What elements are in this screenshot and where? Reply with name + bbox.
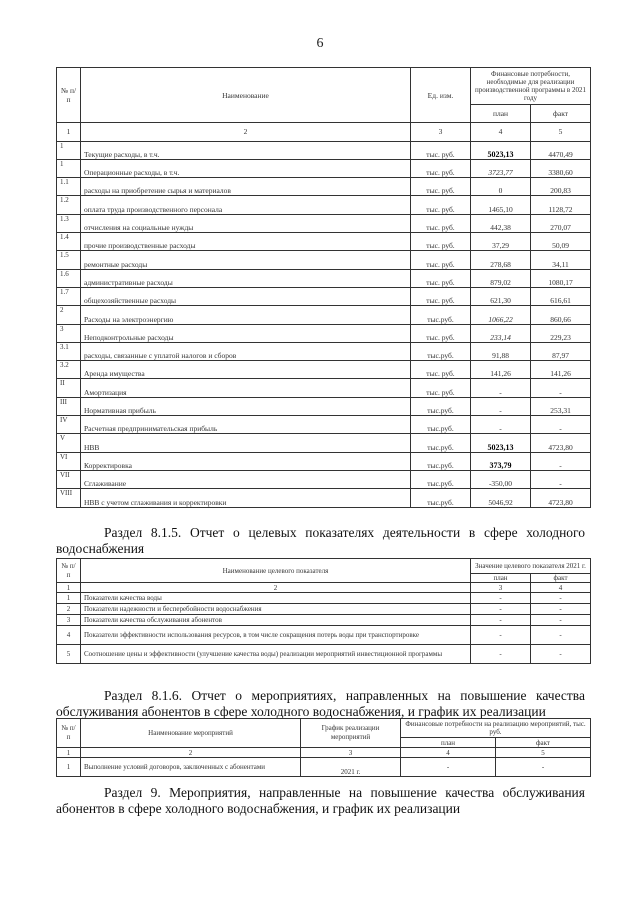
table-cell: Неподконтрольные расходы — [81, 324, 411, 342]
table-cell: - — [471, 379, 531, 397]
colnum: 5 — [496, 748, 591, 758]
measures-table-body — [57, 758, 591, 777]
table-row — [57, 269, 591, 287]
table-cell: VI — [57, 452, 81, 470]
table-cell: 4723,80 — [531, 434, 591, 452]
table-cell: Текущие расходы, в т.ч. — [81, 141, 411, 159]
table-cell: - — [496, 758, 591, 777]
table-cell: 2 — [57, 306, 81, 324]
table-cell: прочие производственные расходы — [81, 233, 411, 251]
table-cell: 1 — [57, 593, 81, 604]
table-cell: тыс. руб. — [411, 233, 471, 251]
table-cell: - — [531, 645, 591, 664]
section-9-heading: Раздел 9. Мероприятия, направленные на повышение качества обслуживания абонентов в сфере холодного водоснабжения, и график их реализации — [56, 785, 585, 816]
table-cell: 3 — [57, 615, 81, 626]
table-row — [57, 342, 591, 360]
table-cell: Операционные расходы, в т.ч. — [81, 159, 411, 177]
table-cell: 1128,72 — [531, 196, 591, 214]
table-cell: 229,23 — [531, 324, 591, 342]
table-cell: 1465,10 — [471, 196, 531, 214]
table-cell: 621,30 — [471, 287, 531, 305]
table-cell: VII — [57, 470, 81, 488]
table-cell: - — [531, 379, 591, 397]
table-cell: тыс. руб. — [411, 214, 471, 232]
table-cell: 50,09 — [531, 233, 591, 251]
table-cell: тыс. руб. — [411, 159, 471, 177]
table-header-row — [57, 559, 591, 574]
table-cell: общехозяйственные расходы — [81, 287, 411, 305]
table-cell: тыс.руб. — [411, 397, 471, 415]
header-fact: факт — [531, 105, 591, 123]
table-cell: - — [471, 397, 531, 415]
table-row — [57, 233, 591, 251]
table-cell: тыс.руб. — [411, 416, 471, 434]
table-cell: 860,66 — [531, 306, 591, 324]
table-cell: тыс. руб. — [411, 379, 471, 397]
table-cell: - — [531, 615, 591, 626]
table-cell: 1.2 — [57, 196, 81, 214]
table-row — [57, 196, 591, 214]
table-cell: тыс. руб. — [411, 251, 471, 269]
table-cell: 1 — [57, 758, 81, 777]
table-cell: -350,00 — [471, 470, 531, 488]
table-cell: Показатели надежности и бесперебойности водоснабжения — [81, 604, 471, 615]
table-cell: тыс.руб. — [411, 342, 471, 360]
table-cell: отчисления на социальные нужды — [81, 214, 411, 232]
table-row — [57, 593, 591, 604]
header-num: № п/п — [57, 559, 81, 583]
table-cell: 5023,13 — [471, 434, 531, 452]
table-cell: - — [471, 416, 531, 434]
table-cell: 91,88 — [471, 342, 531, 360]
table-cell: 141,26 — [531, 361, 591, 379]
table-cell: 442,38 — [471, 214, 531, 232]
table-row — [57, 324, 591, 342]
table-cell: - — [531, 470, 591, 488]
column-number-row — [57, 583, 591, 593]
table-cell: расходы на приобретение сырья и материалов — [81, 178, 411, 196]
table-cell: - — [531, 416, 591, 434]
table-row — [57, 306, 591, 324]
table-cell: - — [531, 626, 591, 645]
table-cell: 3723,77 — [471, 159, 531, 177]
table-cell: 1.6 — [57, 269, 81, 287]
section-8-1-5-heading: Раздел 8.1.5. Отчет о целевых показателях деятельности в сфере холодного водоснабжения — [56, 525, 585, 556]
table-cell: 1080,17 — [531, 269, 591, 287]
table-cell: 616,61 — [531, 287, 591, 305]
table-cell: тыс. руб. — [411, 178, 471, 196]
table-cell: - — [531, 452, 591, 470]
table-cell: ремонтные расходы — [81, 251, 411, 269]
table-cell: тыс.руб. — [411, 434, 471, 452]
section-8-1-6-heading: Раздел 8.1.6. Отчет о мероприятиях, направленных на повышение качества обслуживания абонентов в сфере холодного водоснабжения, и график их реализации — [56, 688, 585, 719]
table-cell: II — [57, 379, 81, 397]
colnum: 2 — [81, 748, 301, 758]
table-cell: НВВ — [81, 434, 411, 452]
table-cell: Аренда имущества — [81, 361, 411, 379]
table-cell: - — [531, 604, 591, 615]
table-cell: 233,14 — [471, 324, 531, 342]
table-cell: - — [401, 758, 496, 777]
table-cell: 1.5 — [57, 251, 81, 269]
table-cell: тыс. руб. — [411, 196, 471, 214]
table-cell: 5023,13 — [471, 141, 531, 159]
table-cell: тыс.руб. — [411, 489, 471, 507]
table-cell: Амортизация — [81, 379, 411, 397]
finance-table — [56, 67, 591, 508]
table-cell: V — [57, 434, 81, 452]
table-row — [57, 159, 591, 177]
table-header-row — [57, 68, 591, 105]
table-row — [57, 214, 591, 232]
colnum: 2 — [81, 583, 471, 593]
table-cell: - — [471, 593, 531, 604]
table-cell: расходы, связанные с уплатой налогов и сборов — [81, 342, 411, 360]
table-cell: - — [471, 645, 531, 664]
header-plan: план — [471, 105, 531, 123]
table-cell: 4723,80 — [531, 489, 591, 507]
table-header-row — [57, 719, 591, 738]
table-row — [57, 397, 591, 415]
header-name: Наименование мероприятий — [81, 719, 301, 748]
table-cell: - — [471, 615, 531, 626]
colnum: 3 — [471, 583, 531, 593]
table-cell: 1 — [57, 159, 81, 177]
table-cell: - — [471, 626, 531, 645]
table-cell: 5 — [57, 645, 81, 664]
colnum: 1 — [57, 583, 81, 593]
table-cell: 3 — [57, 324, 81, 342]
table-cell: III — [57, 397, 81, 415]
table-cell: Сглаживание — [81, 470, 411, 488]
table-cell: 253,31 — [531, 397, 591, 415]
table-cell: 2021 г. — [301, 758, 401, 777]
colnum: 4 — [531, 583, 591, 593]
table-cell: НВВ с учетом сглаживания и корректировки — [81, 489, 411, 507]
table-cell: Показатели эффективности использования ресурсов, в том числе сокращения потерь воды при транспортировке — [81, 626, 471, 645]
table-cell: 1.7 — [57, 287, 81, 305]
header-fact: факт — [496, 738, 591, 748]
column-number-row — [57, 123, 591, 141]
table-cell: 37,29 — [471, 233, 531, 251]
header-num: № п/п — [57, 68, 81, 123]
table-cell: 278,68 — [471, 251, 531, 269]
table-cell: 34,11 — [531, 251, 591, 269]
finance-table-body — [57, 141, 591, 507]
table-row — [57, 416, 591, 434]
table-cell: Показатели качества обслуживания абонентов — [81, 615, 471, 626]
table-row — [57, 758, 591, 777]
table-cell: VIII — [57, 489, 81, 507]
table-row — [57, 434, 591, 452]
table-cell: 879,02 — [471, 269, 531, 287]
table-cell: тыс.руб. — [411, 306, 471, 324]
page-number: 6 — [316, 36, 324, 51]
table-cell: IV — [57, 416, 81, 434]
table-cell: тыс.руб. — [411, 470, 471, 488]
table-cell: 87,97 — [531, 342, 591, 360]
table-cell: тыс. руб. — [411, 269, 471, 287]
header-num: № п/п — [57, 719, 81, 748]
colnum: 3 — [411, 123, 471, 141]
indicators-table-body — [57, 593, 591, 664]
colnum: 1 — [57, 748, 81, 758]
header-schedule: График реализации мероприятий — [301, 719, 401, 748]
header-unit: Ед. изм. — [411, 68, 471, 123]
table-cell: 1.4 — [57, 233, 81, 251]
table-cell: 270,07 — [531, 214, 591, 232]
header-plan: план — [471, 574, 531, 583]
table-cell: 3.2 — [57, 361, 81, 379]
table-row — [57, 251, 591, 269]
header-finance: Финансовые потребности на реализацию мероприятий, тыс. руб. — [401, 719, 591, 738]
table-cell: 200,83 — [531, 178, 591, 196]
table-cell: Расходы на электроэнергию — [81, 306, 411, 324]
table-cell: Корректировка — [81, 452, 411, 470]
table-cell: Показатели качества воды — [81, 593, 471, 604]
table-cell: 0 — [471, 178, 531, 196]
table-cell: 5046,92 — [471, 489, 531, 507]
table-cell: оплата труда производственного персонала — [81, 196, 411, 214]
table-cell: тыс. руб. — [411, 324, 471, 342]
table-cell: тыс. руб. — [411, 141, 471, 159]
table-cell: тыс.руб. — [411, 452, 471, 470]
colnum: 4 — [401, 748, 496, 758]
table-cell: Соотношение цены и эффективности (улучшение качества воды) реализации мероприятий инвестиционной программы — [81, 645, 471, 664]
table-cell: Нормативная прибыль — [81, 397, 411, 415]
table-cell: 2 — [57, 604, 81, 615]
table-row — [57, 470, 591, 488]
colnum: 1 — [57, 123, 81, 141]
table-row — [57, 452, 591, 470]
colnum: 3 — [301, 748, 401, 758]
header-plan: план — [401, 738, 496, 748]
colnum: 4 — [471, 123, 531, 141]
table-cell: 141,26 — [471, 361, 531, 379]
table-cell: Выполнение условий договоров, заключенных с абонентами — [81, 758, 301, 777]
table-cell: - — [531, 593, 591, 604]
table-cell: 1066,22 — [471, 306, 531, 324]
measures-table — [56, 718, 591, 777]
table-cell: 1.1 — [57, 178, 81, 196]
table-cell: Расчетная предпринимательская прибыль — [81, 416, 411, 434]
table-cell: 1 — [57, 141, 81, 159]
header-value: Значение целевого показателя 2021 г. — [471, 559, 591, 574]
table-row — [57, 379, 591, 397]
header-fact: факт — [531, 574, 591, 583]
table-row — [57, 604, 591, 615]
table-row — [57, 178, 591, 196]
table-cell: 3380,60 — [531, 159, 591, 177]
indicators-table — [56, 558, 591, 664]
table-row — [57, 287, 591, 305]
table-cell: 1.3 — [57, 214, 81, 232]
table-cell: 3.1 — [57, 342, 81, 360]
table-row — [57, 626, 591, 645]
table-cell: 4 — [57, 626, 81, 645]
table-cell: 373,79 — [471, 452, 531, 470]
header-finance: Финансовые потребности, необходимые для реализации производственной программы в 2021 году — [471, 68, 591, 105]
table-row — [57, 615, 591, 626]
header-name: Наименование целевого показателя — [81, 559, 471, 583]
table-row — [57, 141, 591, 159]
table-row — [57, 645, 591, 664]
colnum: 2 — [81, 123, 411, 141]
table-cell: тыс. руб. — [411, 361, 471, 379]
table-cell: - — [471, 604, 531, 615]
header-name: Наименование — [81, 68, 411, 123]
table-cell: тыс. руб. — [411, 287, 471, 305]
column-number-row — [57, 748, 591, 758]
table-cell: 4470,49 — [531, 141, 591, 159]
table-cell: административные расходы — [81, 269, 411, 287]
table-row — [57, 361, 591, 379]
colnum: 5 — [531, 123, 591, 141]
table-row — [57, 489, 591, 507]
